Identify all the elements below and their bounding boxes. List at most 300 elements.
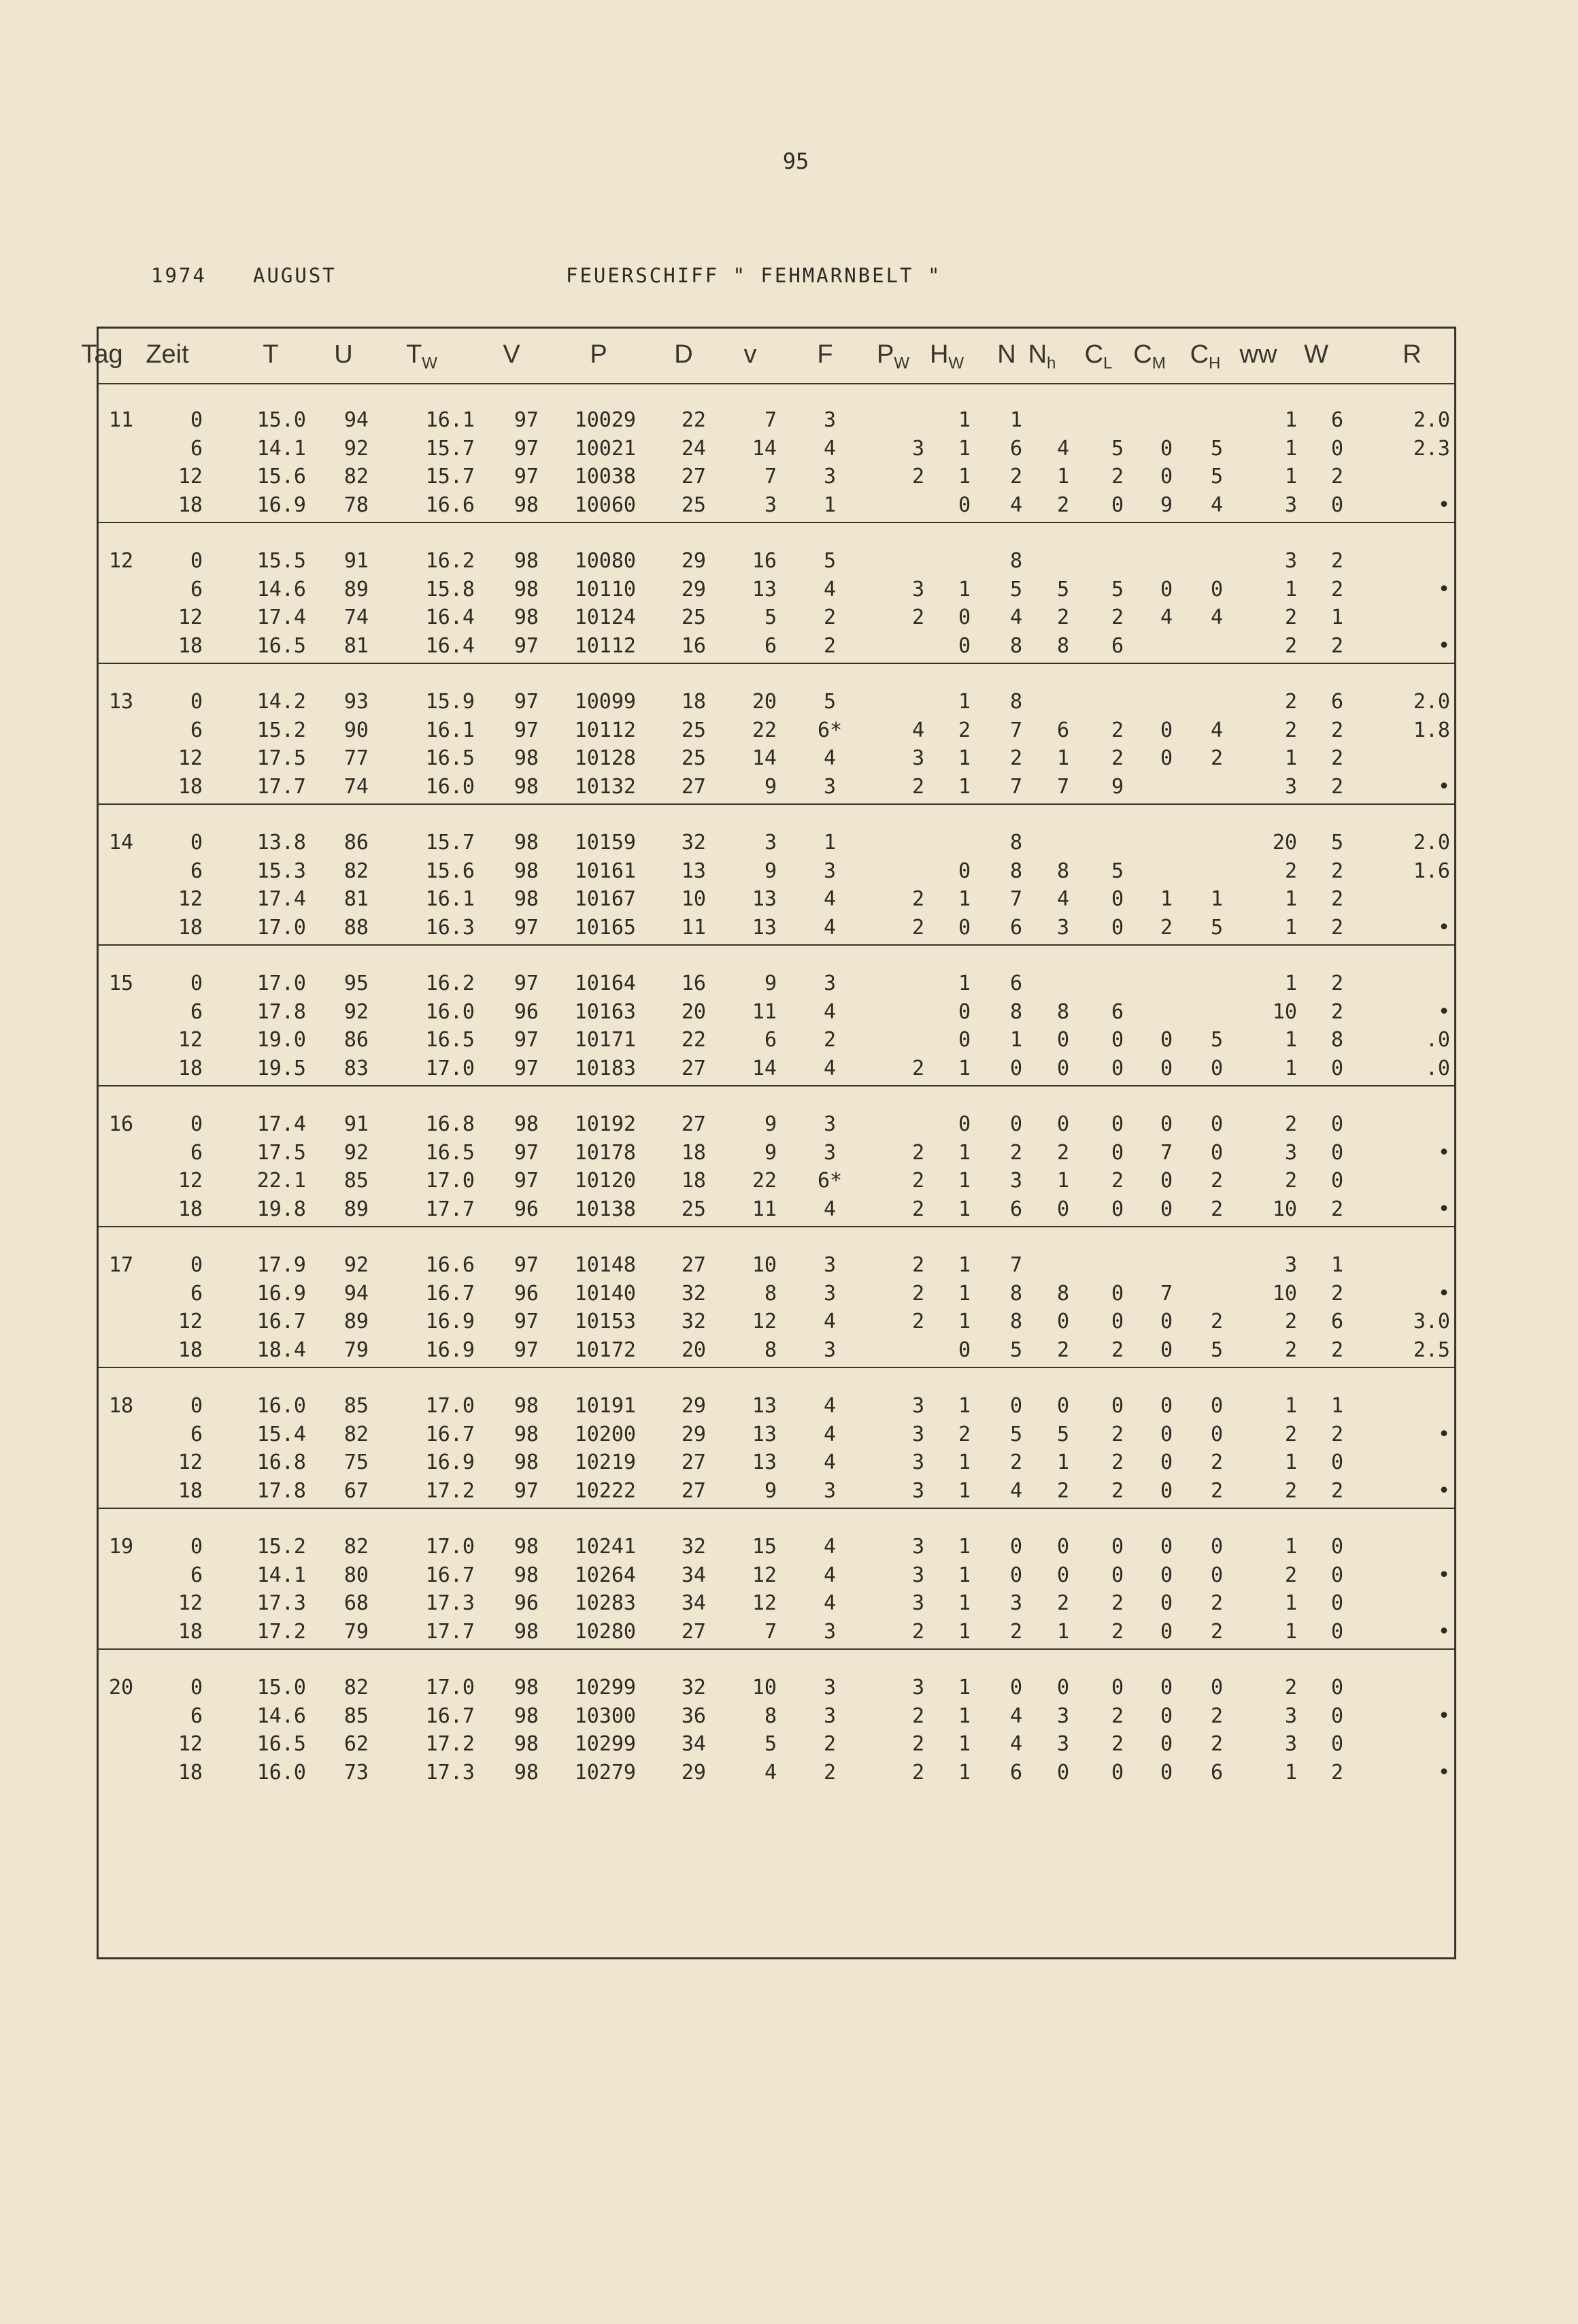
cell-vv: 98 <box>514 577 539 601</box>
cell-vv: 97 <box>514 1056 539 1080</box>
table-row <box>97 1478 1456 1505</box>
cell-w: 2 <box>1330 1478 1344 1503</box>
column-header-v: v <box>743 340 757 369</box>
cell-n: 8 <box>1009 1281 1023 1306</box>
table-row <box>97 1027 1456 1054</box>
cell-v: 9 <box>764 774 777 799</box>
cell-w: 0 <box>1330 493 1344 517</box>
cell-n: 0 <box>1009 1056 1023 1080</box>
cell-u: 95 <box>343 972 369 995</box>
cell-zeit: 6 <box>190 999 203 1024</box>
cell-nh: 1 <box>1056 465 1070 488</box>
cell-d: 29 <box>681 1760 706 1784</box>
cell-v: 9 <box>764 1112 777 1136</box>
cell-zeit: 12 <box>178 1028 203 1052</box>
cell-cl: 2 <box>1111 718 1124 742</box>
cell-n: 4 <box>1009 1478 1023 1503</box>
cell-vv: 97 <box>514 915 539 940</box>
cell-f: 5 <box>823 549 837 573</box>
cell-n: 8 <box>1009 633 1023 658</box>
table-row <box>97 435 1456 463</box>
cell-vv: 98 <box>514 746 539 770</box>
cell-cl: 0 <box>1111 1281 1124 1306</box>
cell-hw: 1 <box>958 1676 971 1699</box>
cell-d: 34 <box>681 1732 706 1756</box>
cell-n: 2 <box>1009 746 1023 770</box>
cell-t: 17.0 <box>256 972 306 995</box>
cell-ww: 2 <box>1284 1169 1297 1193</box>
cell-f: 3 <box>823 1140 837 1165</box>
cell-cl: 9 <box>1111 774 1124 799</box>
cell-nh: 2 <box>1056 1338 1070 1362</box>
cell-t: 16.5 <box>256 633 306 658</box>
cell-hw: 0 <box>958 1338 971 1362</box>
cell-tw: 15.7 <box>425 436 475 461</box>
cell-pw: 2 <box>911 1253 925 1277</box>
cell-cm: 1 <box>1160 887 1173 911</box>
cell-w: 2 <box>1330 718 1344 742</box>
cell-t: 16.9 <box>256 493 306 517</box>
cell-hw: 1 <box>958 465 971 488</box>
cell-pw: 2 <box>911 774 925 799</box>
cell-hw: 0 <box>958 1112 971 1136</box>
day-label: 11 <box>108 408 134 432</box>
day-group <box>97 970 1456 1111</box>
cell-nh: 5 <box>1056 577 1070 601</box>
cell-hw: 0 <box>958 999 971 1024</box>
cell-d: 25 <box>681 493 706 517</box>
cell-f: 3 <box>823 1338 837 1362</box>
cell-f: 3 <box>823 1281 837 1306</box>
cell-n: 3 <box>1009 1169 1023 1193</box>
cell-nh: 3 <box>1056 1704 1070 1728</box>
cell-v: 7 <box>764 1619 777 1644</box>
table-row <box>97 1111 1456 1138</box>
cell-p: 10038 <box>574 465 636 488</box>
cell-cm: 2 <box>1160 915 1173 940</box>
cell-ww: 2 <box>1284 1310 1297 1333</box>
cell-hw: 1 <box>958 436 971 461</box>
cell-nh: 1 <box>1056 746 1070 770</box>
day-label: 18 <box>108 1394 134 1418</box>
cell-d: 27 <box>681 465 706 488</box>
cell-p: 10178 <box>574 1140 636 1165</box>
cell-f: 3 <box>823 1253 837 1277</box>
cell-d: 11 <box>681 915 706 940</box>
cell-cm: 0 <box>1160 1112 1173 1136</box>
cell-t: 14.6 <box>256 577 306 601</box>
cell-zeit: 12 <box>178 1591 203 1615</box>
cell-u: 79 <box>343 1619 369 1644</box>
cell-tw: 17.0 <box>425 1169 475 1193</box>
cell-d: 10 <box>681 887 706 911</box>
cell-u: 92 <box>343 436 369 461</box>
cell-p: 10159 <box>574 831 636 854</box>
day-label: 14 <box>108 831 134 854</box>
cell-n: 6 <box>1009 915 1023 940</box>
cell-tw: 15.9 <box>425 690 475 714</box>
cell-t: 15.6 <box>256 465 306 488</box>
cell-v: 13 <box>752 1450 777 1474</box>
cell-t: 17.9 <box>256 1253 306 1277</box>
cell-zeit: 12 <box>178 746 203 770</box>
cell-cm: 0 <box>1160 1591 1173 1615</box>
cell-p: 10299 <box>574 1676 636 1699</box>
cell-u: 67 <box>343 1478 369 1503</box>
cell-pw: 2 <box>911 1197 925 1221</box>
cell-v: 7 <box>764 408 777 432</box>
cell-cl: 5 <box>1111 436 1124 461</box>
cell-tw: 16.4 <box>425 605 475 629</box>
cell-u: 85 <box>343 1394 369 1418</box>
cell-p: 10165 <box>574 915 636 940</box>
cell-pw: 2 <box>911 605 925 629</box>
cell-vv: 97 <box>514 465 539 488</box>
cell-r: 2.0 <box>1413 831 1450 854</box>
cell-n: 7 <box>1009 1253 1023 1277</box>
cell-pw: 2 <box>911 1310 925 1333</box>
cell-ch: 0 <box>1210 1563 1224 1587</box>
cell-u: 77 <box>343 746 369 770</box>
cell-n: 0 <box>1009 1563 1023 1587</box>
cell-cl: 0 <box>1111 1394 1124 1418</box>
cell-tw: 16.7 <box>425 1704 475 1728</box>
cell-vv: 97 <box>514 408 539 432</box>
cell-pw: 3 <box>911 577 925 601</box>
table-row <box>97 1167 1456 1195</box>
cell-tw: 15.7 <box>425 465 475 488</box>
cell-w: 0 <box>1330 1169 1344 1193</box>
column-header-cl: $C_L$ <box>1084 340 1113 373</box>
table-row <box>97 1308 1456 1335</box>
cell-vv: 98 <box>514 1760 539 1784</box>
cell-vv: 98 <box>514 831 539 854</box>
cell-p: 10021 <box>574 436 636 461</box>
cell-w: 0 <box>1330 1732 1344 1756</box>
cell-p: 10060 <box>574 493 636 517</box>
cell-u: 89 <box>343 1310 369 1333</box>
cell-v: 12 <box>752 1310 777 1333</box>
cell-ww: 3 <box>1284 1253 1297 1277</box>
cell-ch: 2 <box>1210 746 1224 770</box>
cell-ww: 1 <box>1284 972 1297 995</box>
cell-zeit: 0 <box>190 1253 203 1277</box>
cell-tw: 16.7 <box>425 1281 475 1306</box>
cell-hw: 1 <box>958 1394 971 1418</box>
table-row <box>97 576 1456 603</box>
cell-zeit: 0 <box>190 1394 203 1418</box>
cell-nh: 0 <box>1056 1310 1070 1333</box>
cell-w: 6 <box>1330 1310 1344 1333</box>
cell-tw: 16.3 <box>425 915 475 940</box>
cell-n: 0 <box>1009 1112 1023 1136</box>
cell-d: 27 <box>681 1478 706 1503</box>
cell-w: 0 <box>1330 1563 1344 1587</box>
cell-r: 1.6 <box>1413 859 1450 883</box>
cell-ch: 5 <box>1210 1338 1224 1362</box>
cell-ww: 2 <box>1284 1478 1297 1503</box>
cell-w: 2 <box>1330 577 1344 601</box>
cell-zeit: 6 <box>190 436 203 461</box>
cell-cm: 0 <box>1160 1394 1173 1418</box>
cell-d: 32 <box>681 1310 706 1333</box>
header-month: AUGUST <box>253 264 337 287</box>
cell-hw: 1 <box>958 1450 971 1474</box>
cell-cm: 0 <box>1160 436 1173 461</box>
cell-zeit: 0 <box>190 972 203 995</box>
cell-n: 0 <box>1009 1535 1023 1559</box>
cell-n: 2 <box>1009 1450 1023 1474</box>
cell-n: 2 <box>1009 1140 1023 1165</box>
cell-zeit: 0 <box>190 1112 203 1136</box>
cell-d: 34 <box>681 1563 706 1587</box>
cell-t: 19.5 <box>256 1056 306 1080</box>
cell-nh: 8 <box>1056 633 1070 658</box>
cell-d: 32 <box>681 831 706 854</box>
cell-cm: 7 <box>1160 1281 1173 1306</box>
cell-tw: 16.2 <box>425 549 475 573</box>
cell-cl: 2 <box>1111 1422 1124 1446</box>
cell-vv: 98 <box>514 1732 539 1756</box>
table-row <box>97 914 1456 942</box>
cell-u: 90 <box>343 718 369 742</box>
table-row <box>97 858 1456 885</box>
cell-v: 20 <box>752 690 777 714</box>
table-row <box>97 745 1456 772</box>
cell-vv: 98 <box>514 1535 539 1559</box>
day-group <box>97 1393 1456 1533</box>
cell-f: 4 <box>823 577 837 601</box>
cell-v: 11 <box>752 999 777 1024</box>
cell-v: 9 <box>764 859 777 883</box>
cell-hw: 1 <box>958 774 971 799</box>
cell-w: 0 <box>1330 1535 1344 1559</box>
cell-p: 10279 <box>574 1760 636 1784</box>
cell-ww: 1 <box>1284 408 1297 432</box>
cell-u: 86 <box>343 831 369 854</box>
cell-cl: 2 <box>1111 1169 1124 1193</box>
cell-ch: 0 <box>1210 1112 1224 1136</box>
cell-n: 1 <box>1009 408 1023 432</box>
cell-d: 29 <box>681 549 706 573</box>
cell-p: 10164 <box>574 972 636 995</box>
cell-tw: 16.5 <box>425 746 475 770</box>
cell-u: 79 <box>343 1338 369 1362</box>
cell-t: 16.8 <box>256 1450 306 1474</box>
cell-d: 29 <box>681 577 706 601</box>
cell-u: 92 <box>343 1140 369 1165</box>
cell-r: • <box>1437 577 1450 601</box>
cell-d: 32 <box>681 1281 706 1306</box>
cell-hw: 1 <box>958 1732 971 1756</box>
cell-cl: 0 <box>1111 915 1124 940</box>
cell-ch: 2 <box>1210 1619 1224 1644</box>
cell-v: 16 <box>752 549 777 573</box>
cell-cl: 2 <box>1111 605 1124 629</box>
cell-ww: 2 <box>1284 1676 1297 1699</box>
cell-f: 4 <box>823 1591 837 1615</box>
cell-cm: 0 <box>1160 1535 1173 1559</box>
cell-r: 2.0 <box>1413 690 1450 714</box>
cell-ch: 4 <box>1210 605 1224 629</box>
cell-tw: 16.4 <box>425 633 475 658</box>
cell-t: 22.1 <box>256 1169 306 1193</box>
cell-vv: 98 <box>514 1619 539 1644</box>
cell-pw: 2 <box>911 1056 925 1080</box>
cell-n: 4 <box>1009 605 1023 629</box>
cell-r: • <box>1437 1619 1450 1644</box>
cell-t: 19.8 <box>256 1197 306 1221</box>
cell-d: 25 <box>681 746 706 770</box>
cell-p: 10124 <box>574 605 636 629</box>
cell-ch: 4 <box>1210 493 1224 517</box>
cell-ww: 3 <box>1284 774 1297 799</box>
cell-d: 18 <box>681 690 706 714</box>
group-divider <box>97 944 1456 946</box>
cell-zeit: 0 <box>190 690 203 714</box>
cell-cm: 0 <box>1160 1676 1173 1699</box>
cell-f: 4 <box>823 887 837 911</box>
cell-v: 5 <box>764 1732 777 1756</box>
cell-f: 4 <box>823 1422 837 1446</box>
cell-ch: 0 <box>1210 577 1224 601</box>
cell-zeit: 18 <box>178 493 203 517</box>
cell-v: 15 <box>752 1535 777 1559</box>
cell-u: 94 <box>343 1281 369 1306</box>
cell-f: 3 <box>823 1478 837 1503</box>
cell-r: • <box>1437 1478 1450 1503</box>
column-header-ch: $C_H$ <box>1190 340 1221 373</box>
cell-d: 36 <box>681 1704 706 1728</box>
cell-n: 6 <box>1009 972 1023 995</box>
cell-d: 25 <box>681 605 706 629</box>
column-header-p: P <box>590 340 607 369</box>
cell-cl: 5 <box>1111 859 1124 883</box>
cell-p: 10099 <box>574 690 636 714</box>
cell-p: 10163 <box>574 999 636 1024</box>
cell-v: 11 <box>752 1197 777 1221</box>
cell-tw: 16.9 <box>425 1338 475 1362</box>
cell-vv: 97 <box>514 633 539 658</box>
cell-pw: 3 <box>911 1535 925 1559</box>
cell-v: 8 <box>764 1338 777 1362</box>
cell-ww: 1 <box>1284 577 1297 601</box>
group-divider <box>97 663 1456 664</box>
cell-t: 14.1 <box>256 1563 306 1587</box>
cell-hw: 0 <box>958 633 971 658</box>
cell-hw: 1 <box>958 1281 971 1306</box>
cell-cm: 0 <box>1160 1338 1173 1362</box>
cell-u: 82 <box>343 465 369 488</box>
cell-ch: 6 <box>1210 1760 1224 1784</box>
table-row <box>97 1196 1456 1223</box>
cell-f: 4 <box>823 1394 837 1418</box>
cell-d: 22 <box>681 1028 706 1052</box>
cell-r: • <box>1437 1281 1450 1306</box>
cell-ch: 2 <box>1210 1197 1224 1221</box>
cell-w: 6 <box>1330 408 1344 432</box>
cell-p: 10138 <box>574 1197 636 1221</box>
cell-w: 2 <box>1330 774 1344 799</box>
cell-r: .0 <box>1425 1056 1450 1080</box>
cell-f: 4 <box>823 1563 837 1587</box>
cell-t: 15.2 <box>256 718 306 742</box>
cell-ww: 2 <box>1284 1422 1297 1446</box>
cell-t: 17.4 <box>256 1112 306 1136</box>
cell-pw: 2 <box>911 1619 925 1644</box>
cell-vv: 98 <box>514 493 539 517</box>
day-group <box>97 1111 1456 1252</box>
cell-ch: 0 <box>1210 1422 1224 1446</box>
cell-v: 6 <box>764 1028 777 1052</box>
cell-ch: 2 <box>1210 1704 1224 1728</box>
cell-t: 17.3 <box>256 1591 306 1615</box>
cell-ch: 5 <box>1210 465 1224 488</box>
cell-cl: 2 <box>1111 1619 1124 1644</box>
cell-cm: 0 <box>1160 1760 1173 1784</box>
cell-t: 14.6 <box>256 1704 306 1728</box>
table-row <box>97 548 1456 575</box>
cell-ww: 1 <box>1284 1056 1297 1080</box>
table-row <box>97 1703 1456 1730</box>
cell-tw: 17.7 <box>425 1619 475 1644</box>
cell-f: 3 <box>823 859 837 883</box>
cell-d: 25 <box>681 1197 706 1221</box>
cell-hw: 2 <box>958 1422 971 1446</box>
cell-ww: 10 <box>1272 1197 1297 1221</box>
table-row <box>97 407 1456 434</box>
column-header-u: U <box>334 340 353 369</box>
cell-f: 3 <box>823 465 837 488</box>
cell-ch: 2 <box>1210 1450 1224 1474</box>
cell-vv: 97 <box>514 1253 539 1277</box>
cell-n: 4 <box>1009 1704 1023 1728</box>
table-row <box>97 1393 1456 1420</box>
cell-ww: 1 <box>1284 887 1297 911</box>
cell-v: 6 <box>764 633 777 658</box>
table-row <box>97 1252 1456 1279</box>
cell-nh: 3 <box>1056 1732 1070 1756</box>
cell-n: 8 <box>1009 831 1023 854</box>
group-divider <box>97 1648 1456 1650</box>
cell-n: 6 <box>1009 436 1023 461</box>
cell-f: 6* <box>817 1169 843 1193</box>
cell-u: 91 <box>343 549 369 573</box>
cell-tw: 15.6 <box>425 859 475 883</box>
cell-t: 17.4 <box>256 605 306 629</box>
cell-vv: 98 <box>514 1394 539 1418</box>
table-row <box>97 970 1456 997</box>
cell-tw: 17.0 <box>425 1056 475 1080</box>
cell-cl: 2 <box>1111 1450 1124 1474</box>
cell-ch: 5 <box>1210 436 1224 461</box>
cell-t: 16.9 <box>256 1281 306 1306</box>
cell-f: 4 <box>823 436 837 461</box>
cell-zeit: 12 <box>178 1732 203 1756</box>
cell-n: 0 <box>1009 1676 1023 1699</box>
cell-u: 73 <box>343 1760 369 1784</box>
cell-hw: 0 <box>958 1028 971 1052</box>
cell-hw: 2 <box>958 718 971 742</box>
cell-cl: 0 <box>1111 1028 1124 1052</box>
cell-f: 3 <box>823 774 837 799</box>
cell-t: 19.0 <box>256 1028 306 1052</box>
cell-w: 2 <box>1330 915 1344 940</box>
cell-cm: 0 <box>1160 1478 1173 1503</box>
cell-nh: 0 <box>1056 1028 1070 1052</box>
cell-nh: 0 <box>1056 1760 1070 1784</box>
cell-p: 10171 <box>574 1028 636 1052</box>
